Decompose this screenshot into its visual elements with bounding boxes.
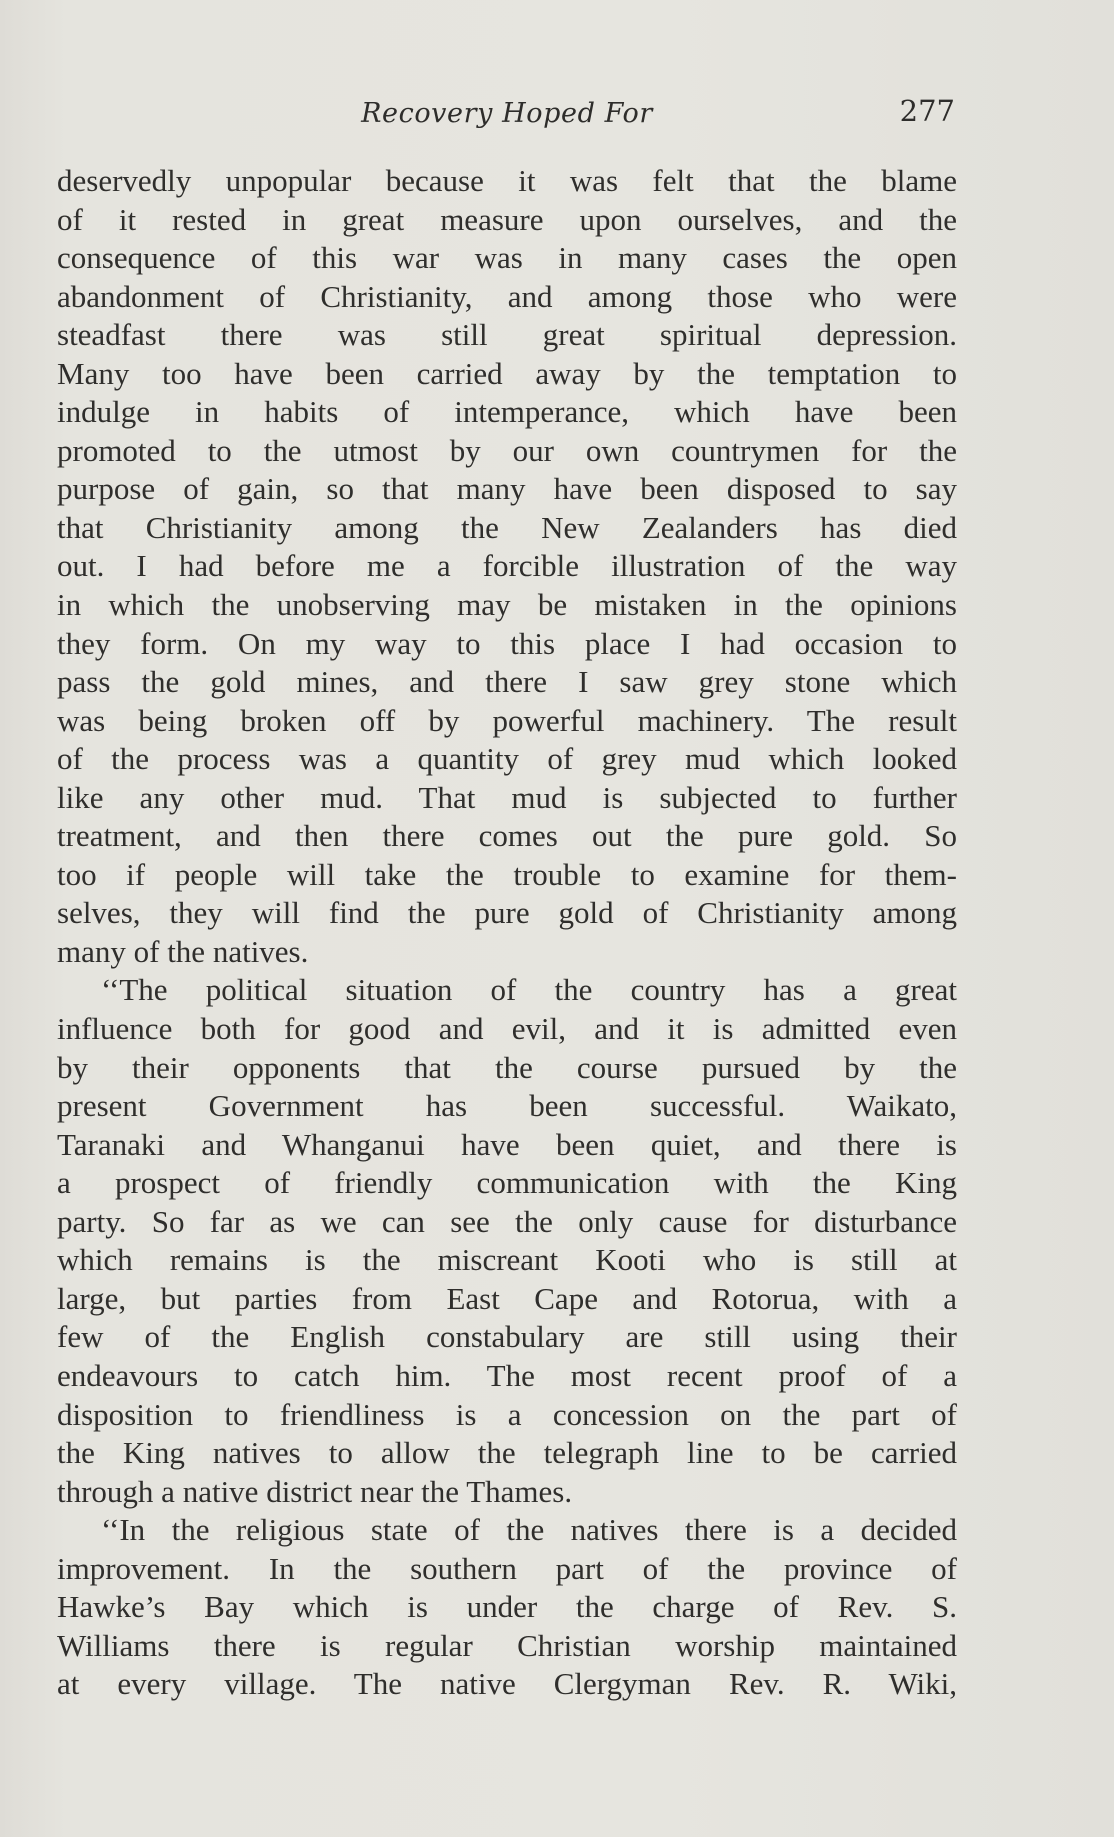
text-line: of the process was a quantity of grey mud which looked [57, 741, 957, 777]
text-line: in which the unobserving may be mistaken in the opinions [57, 587, 957, 623]
text-line: selves, they will find the pure gold of Christianity among [57, 895, 957, 931]
text-line: at every village. The native Clergyman Rev. R. Wiki, [57, 1666, 957, 1702]
text-line: like any other mud. That mud is subjected to further [57, 779, 957, 815]
text-line: pass the gold mines, and there I saw grey stone which [57, 664, 957, 700]
text-line: out. I had before me a forcible illustration of the way [57, 548, 957, 584]
text-line: deservedly unpopular because it was felt that the blame [57, 163, 957, 198]
text-line: the King natives to allow the telegraph line to be carried [57, 1435, 957, 1471]
text-line: indulge in habits of intemperance, which have been [57, 394, 957, 430]
text-line: treatment, and then there comes out the pure gold. So [57, 818, 957, 854]
text-line: many of the natives. [57, 933, 309, 969]
text-line: through a native district near the Thames. [57, 1473, 573, 1509]
text-line: they form. On my way to this place I had occasion to [57, 625, 957, 661]
text-line: was being broken off by powerful machinery. The result [57, 702, 957, 738]
text-line: consequence of this war was in many cases the open [57, 240, 957, 276]
text-line: Hawke’s Bay which is under the charge of Rev. S. [57, 1589, 957, 1625]
running-head: Recovery Hoped For [361, 98, 653, 129]
text-line: Williams there is regular Christian worship maintained [57, 1627, 957, 1663]
body-text [57, 162, 957, 1704]
text-line: too if people will take the trouble to examine for them- [57, 856, 957, 892]
text-line: improvement. In the southern part of the province of [57, 1550, 957, 1586]
text-line: steadfast there was still great spiritual depression. [57, 317, 957, 353]
text-line: few of the English constabulary are still using their [57, 1319, 957, 1355]
text-line: which remains is the miscreant Kooti who is still at [57, 1242, 957, 1278]
text-line: Taranaki and Whanganui have been quiet, and there is [57, 1126, 957, 1162]
text-line: ‘‘In the religious state of the natives there is a decided [101, 1512, 957, 1548]
text-line: party. So far as we can see the only cause for disturbance [57, 1203, 957, 1239]
text-line: large, but parties from East Cape and Rotorua, with a [57, 1280, 957, 1316]
text-line: Many too have been carried away by the temptation to [57, 355, 957, 391]
text-line: abandonment of Christianity, and among those who were [57, 278, 957, 314]
text-line: that Christianity among the New Zealanders has died [57, 509, 957, 545]
text-line: purpose of gain, so that many have been disposed to say [57, 471, 957, 507]
text-line: present Government has been successful. Waikato, [57, 1088, 957, 1124]
text-line: influence both for good and evil, and it is admitted even [57, 1011, 957, 1047]
text-line: endeavours to catch him. The most recent proof of a [57, 1357, 957, 1393]
text-line: disposition to friendliness is a concession on the part of [57, 1396, 957, 1432]
text-line: of it rested in great measure upon ourselves, and the [57, 201, 957, 237]
text-line: ‘‘The political situation of the country has a great [101, 972, 957, 1008]
text-line: by their opponents that the course pursued by the [57, 1049, 957, 1085]
page-header [57, 92, 957, 142]
page-number: 277 [899, 94, 955, 128]
text-line: a prospect of friendly communication with the King [57, 1165, 957, 1201]
text-line: promoted to the utmost by our own countrymen for the [57, 432, 957, 468]
